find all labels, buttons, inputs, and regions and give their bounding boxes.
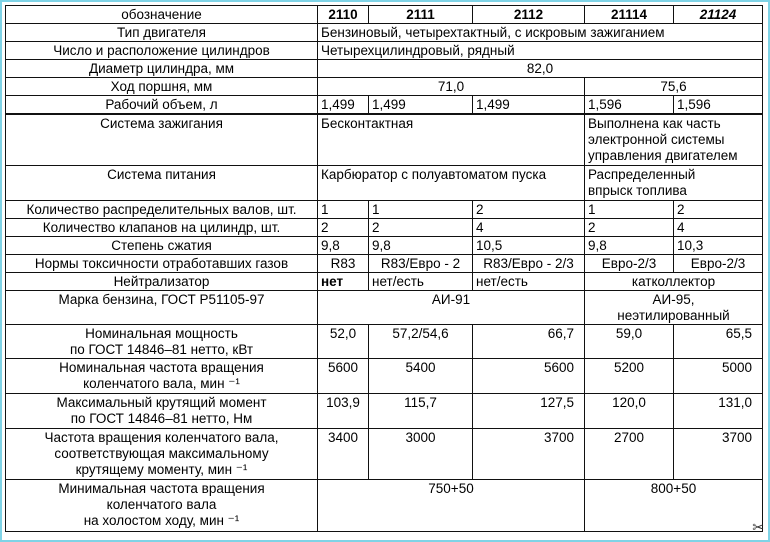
table-cell: 5400 — [369, 358, 473, 393]
table-cell: 59,0 — [585, 324, 674, 358]
table-row — [6, 428, 763, 479]
row-label: Количество клапанов на цилиндр, шт. — [6, 218, 318, 236]
engine-specs-table — [5, 5, 763, 532]
table-cell: 115,7 — [369, 393, 473, 428]
table-cell: 71,0 — [318, 78, 585, 96]
table-cell: 75,6 — [585, 78, 763, 96]
row-label: Число и расположение цилиндров — [6, 42, 318, 60]
table-cell: 120,0 — [585, 393, 674, 428]
table-row — [6, 218, 763, 236]
table-cell: 5000 — [674, 358, 763, 393]
table-cell: 1 — [318, 200, 369, 218]
column-header: 2112 — [473, 6, 585, 24]
row-label: Количество распределительных валов, шт. — [6, 200, 318, 218]
table-cell: 1,596 — [585, 96, 674, 115]
row-label: Ход поршня, мм — [6, 78, 318, 96]
table-cell: R83/Евро - 2/3 — [473, 254, 585, 272]
table-cell: АИ-91 — [318, 290, 585, 324]
table-cell: 2700 — [585, 428, 674, 479]
table-cell: 52,0 — [318, 324, 369, 358]
table-cell: Выполнена как часть электронной системы управления двигателем — [585, 114, 763, 165]
table-cell: Бесконтактная — [318, 114, 585, 165]
table-cell: 750+50 — [318, 479, 585, 531]
row-label: обозначение — [6, 6, 318, 24]
column-header: 2111 — [369, 6, 473, 24]
table-cell: 5600 — [318, 358, 369, 393]
row-label: Диаметр цилиндра, мм — [6, 60, 318, 78]
row-label: Тип двигателя — [6, 24, 318, 42]
table-row — [6, 358, 763, 393]
table-cell: 3700 — [473, 428, 585, 479]
table-cell: 57,2/54,6 — [369, 324, 473, 358]
table-row — [6, 114, 763, 165]
table-cell: нет/есть — [369, 272, 473, 290]
table-cell: 1,499 — [369, 96, 473, 115]
row-label: Частота вращения коленчатого вала, соответствующая максимальному крутящему моменту, мин ⁻¹ — [6, 428, 318, 479]
table-row — [6, 324, 763, 358]
row-label: Система питания — [6, 165, 318, 200]
row-label: Степень сжатия — [6, 236, 318, 254]
table-row — [6, 78, 763, 96]
table-cell: 5600 — [473, 358, 585, 393]
scissors-icon: ✂ — [752, 519, 764, 535]
table-cell: R83 — [318, 254, 369, 272]
table-cell: Бензиновый, четырехтактный, с искровым зажиганием — [318, 24, 763, 42]
row-label: Система зажигания — [6, 114, 318, 165]
table-cell: 1,596 — [674, 96, 763, 115]
table-row — [6, 254, 763, 272]
table-cell: 2 — [585, 218, 674, 236]
table-row — [6, 96, 763, 115]
table-cell: нет/есть — [473, 272, 585, 290]
table-cell: 10,3 — [674, 236, 763, 254]
table-cell: 1 — [369, 200, 473, 218]
table-cell: 65,5 — [674, 324, 763, 358]
table-cell: 82,0 — [318, 60, 763, 78]
table-cell: 127,5 — [473, 393, 585, 428]
table-cell: 66,7 — [473, 324, 585, 358]
table-cell: 10,5 — [473, 236, 585, 254]
table-cell: 9,8 — [585, 236, 674, 254]
table-cell: 9,8 — [318, 236, 369, 254]
table-row — [6, 60, 763, 78]
row-label: Нормы токсичности отработавших газов — [6, 254, 318, 272]
row-label: Рабочий объем, л — [6, 96, 318, 115]
table-row — [6, 236, 763, 254]
table-cell: Четырехцилиндровый, рядный — [318, 42, 763, 60]
row-label: Номинальная частота вращения коленчатого вала, мин ⁻¹ — [6, 358, 318, 393]
column-header: 21114 — [585, 6, 674, 24]
column-header: 2110 — [318, 6, 369, 24]
table-row — [6, 479, 763, 531]
table-cell: 2 — [369, 218, 473, 236]
row-label: Максимальный крутящий момент по ГОСТ 14846–81 нетто, Нм — [6, 393, 318, 428]
table-cell: Распределенный впрыск топлива — [585, 165, 763, 200]
table-row — [6, 42, 763, 60]
row-label: Номинальная мощность по ГОСТ 14846–81 нетто, кВт — [6, 324, 318, 358]
table-cell: 103,9 — [318, 393, 369, 428]
table-cell: 3700 — [674, 428, 763, 479]
table-cell: 3000 — [369, 428, 473, 479]
table-cell: 3400 — [318, 428, 369, 479]
table-row — [6, 200, 763, 218]
table-cell: 800+50 — [585, 479, 763, 531]
row-label: Марка бензина, ГОСТ Р51105-97 — [6, 290, 318, 324]
table-row — [6, 290, 763, 324]
table-header-row — [6, 6, 763, 24]
row-label: Минимальная частота вращения коленчатого вала на холостом ходу, мин ⁻¹ — [6, 479, 318, 531]
table-cell: 9,8 — [369, 236, 473, 254]
table-cell: 1 — [585, 200, 674, 218]
table-row — [6, 24, 763, 42]
table-cell: 2 — [674, 200, 763, 218]
table-cell: 1,499 — [318, 96, 369, 115]
table-cell: нет — [318, 272, 369, 290]
table-row — [6, 165, 763, 200]
table-cell: 4 — [674, 218, 763, 236]
table-row — [6, 393, 763, 428]
column-header: 21124 — [674, 6, 763, 24]
table-cell: 2 — [318, 218, 369, 236]
table-row — [6, 272, 763, 290]
table-cell: 131,0 — [674, 393, 763, 428]
table-cell: 2 — [473, 200, 585, 218]
table-cell: R83/Евро - 2 — [369, 254, 473, 272]
table-cell: АИ-95, неэтилированный — [585, 290, 763, 324]
table-cell: 1,499 — [473, 96, 585, 115]
table-cell: Евро-2/3 — [585, 254, 674, 272]
table-cell: Евро-2/3 — [674, 254, 763, 272]
table-cell: 4 — [473, 218, 585, 236]
table-cell: Карбюратор с полуавтоматом пуска — [318, 165, 585, 200]
row-label: Нейтрализатор — [6, 272, 318, 290]
table-cell: 5200 — [585, 358, 674, 393]
table-cell: катколлектор — [585, 272, 763, 290]
